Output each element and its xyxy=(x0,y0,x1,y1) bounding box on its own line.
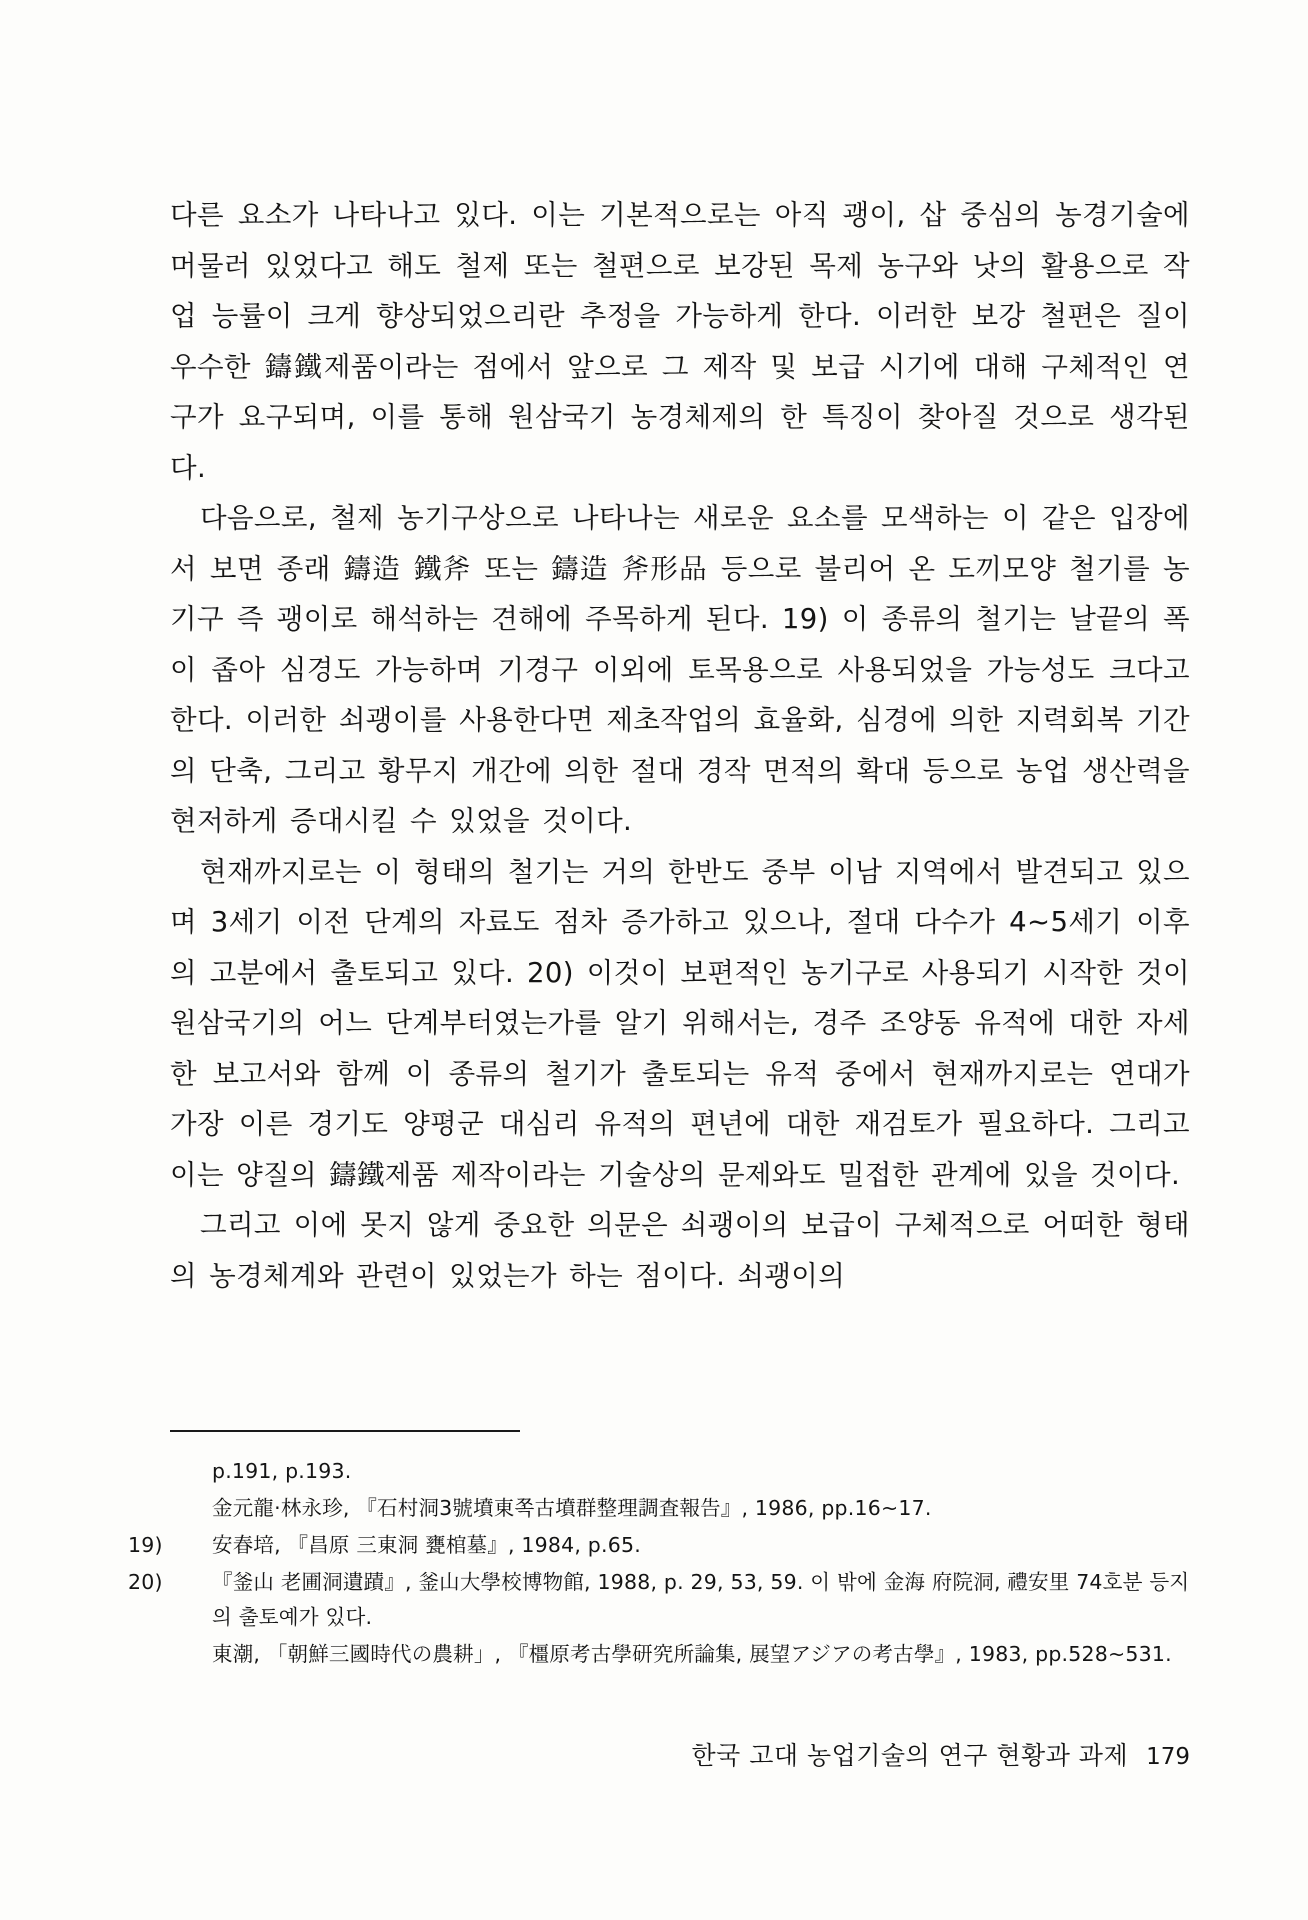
footnote-text-19: 安春培, 『昌原 三東洞 甕棺墓』, 1984, p.65. xyxy=(212,1533,641,1557)
footnote-separator-rule xyxy=(170,1430,520,1432)
page-footer xyxy=(691,1736,1190,1772)
footnote-marker-19: 19) xyxy=(128,1533,163,1557)
paragraph-1: 다른 요소가 나타나고 있다. 이는 기본적으로는 아직 괭이, 삽 중심의 농경기술에 머물러 있었다고 해도 철제 또는 철편으로 보강된 목제 농구와 낫의 활용으로 작업 능률이 크게 향상되었으리란 추정을 가능하게 한다. 이러한 보강 철편은 질이 우수한 鑄鐵제품이라는 점에서 앞으로 그 제작 및 보급 시기에 대해 구체적인 연구가 요구되며, 이를 통해 원삼국기 농경체제의 한 특징이 찾아질 것으로 생각된다. xyxy=(170,199,1190,484)
footnote-line-4 xyxy=(128,1565,1190,1635)
paragraph-3: 현재까지로는 이 형태의 철기는 거의 한반도 중부 이남 지역에서 발견되고 있으며 3세기 이전 단계의 자료도 점차 증가하고 있으나, 절대 다수가 4~5세기 이후의 고분에서 출토되고 있다. 20) 이것이 보편적인 농기구로 사용되기 시작한 것이 원삼국기의 어느 단계부터였는가를 알기 위해서는, 경주 조양동 유적에 대한 자세한 보고서와 함께 이 종류의 철기가 출토되는 유적 중에서 현재까지로는 연대가 가장 이른 경기도 양평군 대심리 유적의 편년에 대한 재검토가 필요하다. 그리고 이는 양질의 鑄鐵제품 제작이라는 기술상의 문제와도 밀접한 관계에 있을 것이다. xyxy=(170,855,1190,1191)
body-text-block xyxy=(170,190,1190,1301)
footnote-line-5: 東潮, 「朝鮮三國時代の農耕」, 『橿原考古學研究所論集, 展望アジアの考古學』, 1983, pp.528~531. xyxy=(212,1642,1172,1666)
footnote-text-20: 『釜山 老圃洞遺蹟』, 釜山大學校博物館, 1988, p. 29, 53, 59. 이 밖에 金海 府院洞, 禮安里 74호분 등지의 출토예가 있다. xyxy=(212,1570,1190,1629)
footer-title: 한국 고대 농업기술의 연구 현황과 과제 xyxy=(691,1741,1129,1770)
footnotes-section xyxy=(128,1430,1190,1674)
footnote-line-1: p.191, p.193. xyxy=(212,1459,352,1483)
footnote-line-2: 金元龍·林永珍, 『石村洞3號墳東쪽古墳群整理調査報告』, 1986, pp.16~17. xyxy=(212,1496,932,1520)
footnote-marker-20: 20) xyxy=(128,1570,163,1594)
paragraph-2: 다음으로, 철제 농기구상으로 나타나는 새로운 요소를 모색하는 이 같은 입장에서 보면 종래 鑄造 鐵斧 또는 鑄造 斧形品 등으로 불리어 온 도끼모양 철기를 농기구 즉 괭이로 해석하는 견해에 주목하게 된다. 19) 이 종류의 철기는 날끝의 폭이 좁아 심경도 가능하며 기경구 이외에 토목용으로 사용되었을 가능성도 크다고 한다. 이러한 쇠괭이를 사용한다면 제초작업의 효율화, 심경에 의한 지력회복 기간의 단축, 그리고 황무지 개간에 의한 절대 경작 면적의 확대 등으로 농업 생산력을 현저하게 증대시킬 수 있었을 것이다. xyxy=(170,502,1190,837)
page-number: 179 xyxy=(1146,1744,1190,1770)
footnote-line-3 xyxy=(128,1528,1190,1563)
paragraph-4: 그리고 이에 못지 않게 중요한 의문은 쇠괭이의 보급이 구체적으로 어떠한 형태의 농경체계와 관련이 있었는가 하는 점이다. 쇠괭이의 xyxy=(170,1209,1190,1292)
